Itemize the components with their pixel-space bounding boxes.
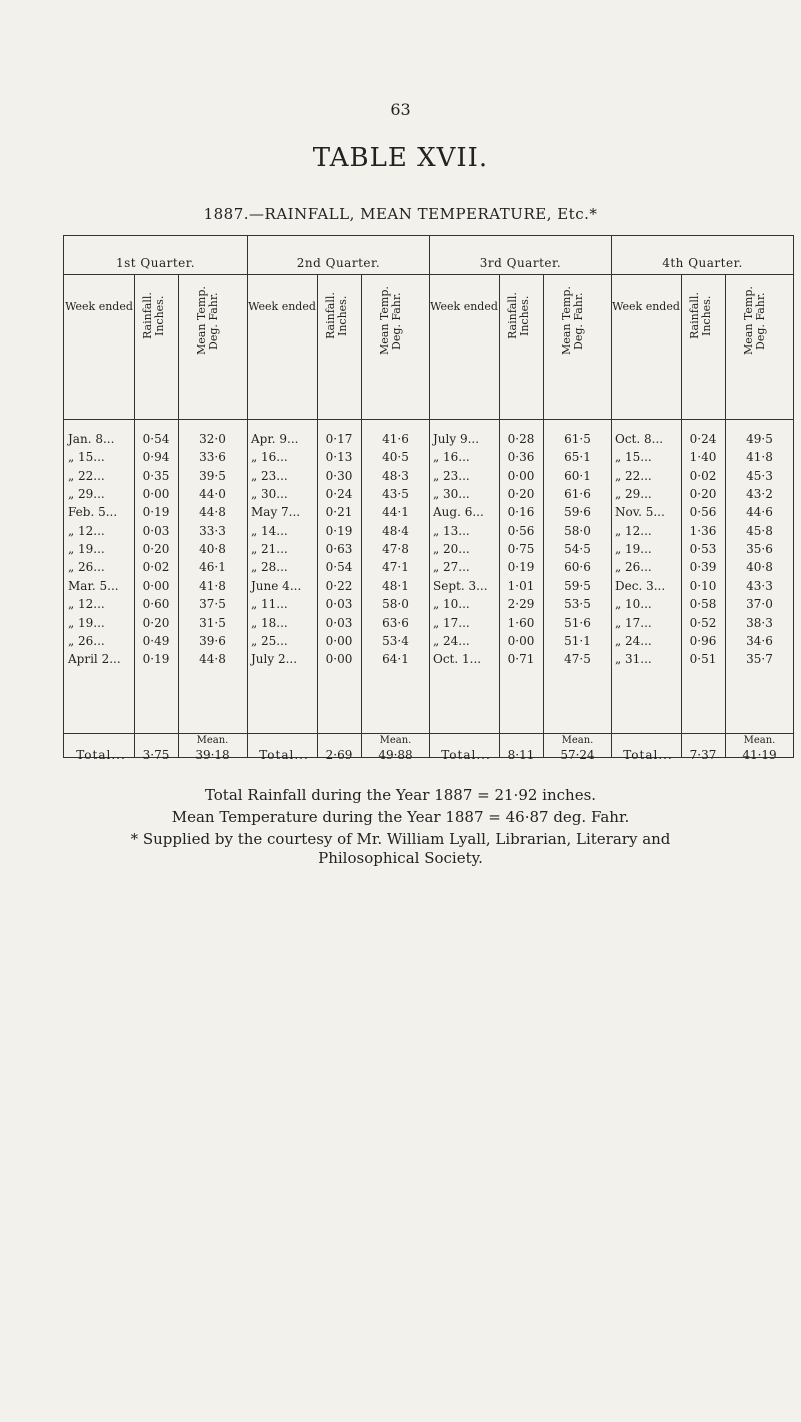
q4-rainfall-cell: 1·40 bbox=[689, 450, 717, 465]
q2-temp-cell: 58·0 bbox=[382, 597, 409, 612]
q2-temp-cell: 47·8 bbox=[382, 542, 409, 557]
q3-temp-cell: 59·6 bbox=[564, 505, 591, 520]
q1-week-cell: Feb. 5... bbox=[68, 505, 118, 520]
q2-boundary-line bbox=[247, 236, 248, 757]
q2-rainfall-cell: 0·63 bbox=[325, 542, 353, 557]
q4-week-cell: „ 17... bbox=[615, 615, 652, 630]
q1-rainfall-cell: 0·00 bbox=[142, 578, 170, 593]
q4-temp-cell: 40·8 bbox=[746, 560, 773, 575]
q4-temp-cell: 38·3 bbox=[746, 615, 773, 630]
q4-heading: 4th Quarter. bbox=[662, 256, 743, 270]
q3-temp-cell: 60·1 bbox=[564, 468, 591, 483]
q4-rainfall-cell: 0·10 bbox=[689, 578, 717, 593]
q2-week-cell: „ 23... bbox=[251, 468, 288, 483]
q2-temp-cell: 48·1 bbox=[382, 578, 409, 593]
q3-boundary-line bbox=[429, 236, 430, 757]
q1-rainfall-cell: 0·35 bbox=[142, 468, 170, 483]
q3-total-label: Total... bbox=[441, 748, 491, 762]
q4-week-cell: Oct. 8... bbox=[615, 432, 664, 446]
q2-temp-cell: 44·1 bbox=[382, 505, 409, 520]
q3-week-cell: Oct. 1... bbox=[433, 652, 482, 667]
q1-total-rainfall: 3·75 bbox=[142, 748, 170, 762]
q2-rainfall-cell: 0·03 bbox=[325, 615, 353, 630]
q2-total-rainfall: 2·69 bbox=[325, 748, 353, 762]
q4-week-cell: Dec. 3... bbox=[615, 578, 666, 593]
page-number: 63 bbox=[390, 100, 411, 119]
q4-temp-cell: 41·8 bbox=[746, 450, 773, 465]
q2-mean-temp: 49·88 bbox=[378, 748, 413, 762]
q3-temp-cell: 65·1 bbox=[564, 450, 591, 465]
q2-temp-cell: 47·1 bbox=[382, 560, 409, 575]
table-title: TABLE XVII. bbox=[312, 143, 489, 173]
q4-temp-cell: 45·3 bbox=[746, 468, 773, 483]
q2-rainfall-cell: 0·00 bbox=[325, 652, 353, 667]
q1-rainfall-cell: 0·49 bbox=[142, 633, 170, 648]
q3-week-cell: „ 24... bbox=[433, 633, 470, 648]
q1-rainfall-cell: 0·20 bbox=[142, 542, 170, 557]
q4-week-cell: „ 10... bbox=[615, 597, 652, 612]
q3-temp-cell: 58·0 bbox=[564, 523, 591, 538]
q2-week-cell: „ 30... bbox=[251, 487, 288, 502]
q4-week-cell: „ 19... bbox=[615, 542, 652, 557]
q4-rainfall-cell: 0·53 bbox=[689, 542, 717, 557]
q4-temp-cell: 34·6 bbox=[746, 633, 773, 648]
q1-week-cell: Jan. 8... bbox=[68, 432, 115, 446]
q1-rainfall-cell: 0·54 bbox=[142, 432, 170, 446]
q4-mean-temp: 41·19 bbox=[742, 748, 777, 762]
q1-week-cell: „ 15... bbox=[68, 450, 105, 465]
q4-rainfall-cell: 0·52 bbox=[689, 615, 717, 630]
q3-temp-cell: 53·5 bbox=[564, 597, 591, 612]
q1-temp-cell: 39·6 bbox=[199, 633, 226, 648]
q1-temp-cell: 33·3 bbox=[199, 523, 226, 538]
q2-total-label: Total... bbox=[259, 748, 309, 762]
q3-rainfall-cell: 0·19 bbox=[507, 560, 535, 575]
q3-rainfall-header: Rainfall. Inches. bbox=[506, 292, 531, 340]
q3-temp-cell: 61·6 bbox=[564, 487, 591, 502]
q1-rainfall-cell: 0·19 bbox=[142, 505, 170, 520]
q3-temp-cell: 61·5 bbox=[564, 432, 591, 446]
q4-rainfall-cell: 0·24 bbox=[689, 432, 717, 446]
q1-mean-label: Mean. bbox=[196, 735, 229, 746]
q2-mean-temp-header: Mean Temp. Deg. Fahr. bbox=[378, 286, 403, 356]
q1-rainfall-header: Rainfall. Inches. bbox=[141, 292, 166, 340]
q4-temp-cell: 44·6 bbox=[746, 505, 773, 520]
table-subtitle: 1887.—RAINFALL, MEAN TEMPERATURE, Etc.* bbox=[203, 205, 598, 223]
q1-temp-cell: 39·5 bbox=[199, 468, 226, 483]
q4-week-cell: „ 29... bbox=[615, 487, 652, 502]
q3-mean-temp-header: Mean Temp. Deg. Fahr. bbox=[560, 286, 585, 356]
q3-temp-cell: 51·1 bbox=[564, 633, 591, 648]
q1-week-cell: „ 22... bbox=[68, 468, 105, 483]
total-rainfall-line: Total Rainfall during the Year 1887 = 21·92 inches. bbox=[204, 786, 597, 804]
footnote-line-2: Philosophical Society. bbox=[318, 849, 483, 867]
q3-week-cell: „ 30... bbox=[433, 487, 470, 502]
q4-week-cell: „ 31... bbox=[615, 652, 652, 667]
q1-week-cell: „ 19... bbox=[68, 615, 105, 630]
footnote-line-1: * Supplied by the courtesy of Mr. William Lyall, Librarian, Literary and bbox=[130, 830, 671, 848]
q2-week-cell: „ 11... bbox=[251, 597, 288, 612]
q2-week-cell: „ 25... bbox=[251, 633, 288, 648]
q3-week-cell: Sept. 3... bbox=[433, 578, 488, 593]
q1-week-cell: „ 12... bbox=[68, 523, 105, 538]
q4-rainfall-header: Rainfall. Inches. bbox=[688, 292, 713, 340]
q4-rainfall-cell: 1·36 bbox=[689, 523, 717, 538]
q4-temp-cell: 43·2 bbox=[746, 487, 773, 502]
q1-week-cell: „ 12... bbox=[68, 597, 105, 612]
q3-mean-temp: 57·24 bbox=[560, 748, 595, 762]
q3-temp-cell: 47·5 bbox=[564, 652, 591, 667]
q2-rainfall-cell: 0·22 bbox=[325, 578, 353, 593]
q1-temp-cell: 37·5 bbox=[199, 597, 226, 612]
q2-week-cell: May 7... bbox=[251, 505, 301, 520]
q3-week-cell: „ 13... bbox=[433, 523, 470, 538]
q4-week-cell: „ 26... bbox=[615, 560, 652, 575]
q3-rainfall-cell: 2·29 bbox=[507, 597, 535, 612]
q1-week-cell: „ 26... bbox=[68, 560, 105, 575]
q3-rainfall-cell: 1·60 bbox=[507, 615, 535, 630]
q1-rainfall-cell: 0·02 bbox=[142, 560, 170, 575]
q1-temp-cell: 33·6 bbox=[199, 450, 226, 465]
q3-week-cell: „ 23... bbox=[433, 468, 470, 483]
q2-rainfall-cell: 0·21 bbox=[325, 505, 353, 520]
q4-temp-cell: 49·5 bbox=[746, 432, 773, 446]
q4-week-cell: Nov. 5... bbox=[615, 505, 665, 520]
q3-rainfall-cell: 0·00 bbox=[507, 468, 535, 483]
q2-week-cell: „ 14... bbox=[251, 523, 288, 538]
q1-total-label: Total... bbox=[76, 748, 126, 762]
q2-heading: 2nd Quarter. bbox=[296, 256, 381, 270]
q2-rainfall-cell: 0·17 bbox=[325, 432, 353, 446]
q1-week-cell: April 2... bbox=[68, 652, 121, 667]
q1-week-cell: „ 29... bbox=[68, 487, 105, 502]
q2-week-cell: „ 16... bbox=[251, 450, 288, 465]
q1-rainfall-cell: 0·19 bbox=[142, 652, 170, 667]
q2-rainfall-cell: 0·00 bbox=[325, 633, 353, 648]
q3-rainfall-cell: 1·01 bbox=[507, 578, 535, 593]
q1-week-cell: „ 26... bbox=[68, 633, 105, 648]
q4-temp-cell: 35·7 bbox=[746, 652, 773, 667]
q1-temp-cell: 40·8 bbox=[199, 542, 226, 557]
q3-week-cell: „ 10... bbox=[433, 597, 470, 612]
q1-rainfall-cell: 0·03 bbox=[142, 523, 170, 538]
q3-total-rainfall: 8·11 bbox=[507, 748, 535, 762]
q1-mean-temp-header: Mean Temp. Deg. Fahr. bbox=[195, 286, 220, 356]
q4-rainfall-cell: 0·20 bbox=[689, 487, 717, 502]
q2-rainfall-cell: 0·24 bbox=[325, 487, 353, 502]
q1-temp-cell: 41·8 bbox=[199, 578, 226, 593]
q3-temp-cell: 59·5 bbox=[564, 578, 591, 593]
q1-rainfall-cell: 0·60 bbox=[142, 597, 170, 612]
q4-temp-cell: 45·8 bbox=[746, 523, 773, 538]
q3-heading: 3rd Quarter. bbox=[479, 256, 562, 270]
q1-week-ended-header: Week ended bbox=[65, 300, 133, 313]
q4-rainfall-cell: 0·02 bbox=[689, 468, 717, 483]
q2-week-cell: July 2... bbox=[251, 652, 298, 667]
q3-week-cell: „ 27... bbox=[433, 560, 470, 575]
q1-temp-cell: 32·0 bbox=[199, 432, 226, 446]
q3-week-cell: „ 20... bbox=[433, 542, 470, 557]
q2-temp-cell: 63·6 bbox=[382, 615, 409, 630]
q1-temp-cell: 46·1 bbox=[199, 560, 226, 575]
q1-temp-cell: 31·5 bbox=[199, 615, 226, 630]
q4-total-label: Total... bbox=[623, 748, 673, 762]
q4-week-ended-header: Week ended bbox=[612, 300, 680, 313]
q2-temp-cell: 64·1 bbox=[382, 652, 409, 667]
q1-rainfall-cell: 0·00 bbox=[142, 487, 170, 502]
q4-rainfall-cell: 0·51 bbox=[689, 652, 717, 667]
mean-temperature-line: Mean Temperature during the Year 1887 = 46·87 deg. Fahr. bbox=[171, 808, 630, 826]
q2-week-cell: „ 21... bbox=[251, 542, 288, 557]
q2-week-cell: Apr. 9... bbox=[251, 432, 299, 446]
q3-week-cell: „ 17... bbox=[433, 615, 470, 630]
q1-mean-temp: 39·18 bbox=[195, 748, 230, 762]
q2-temp-cell: 48·4 bbox=[382, 523, 409, 538]
q1-temp-cell: 44·8 bbox=[199, 505, 226, 520]
q4-total-rainfall: 7·37 bbox=[689, 748, 717, 762]
q3-temp-cell: 60·6 bbox=[564, 560, 591, 575]
rainfall-temperature-table bbox=[63, 235, 794, 762]
q4-temp-cell: 43·3 bbox=[746, 578, 773, 593]
q4-mean-label: Mean. bbox=[743, 735, 776, 746]
q3-rainfall-cell: 0·00 bbox=[507, 633, 535, 648]
q2-rainfall-cell: 0·13 bbox=[325, 450, 353, 465]
q4-rainfall-cell: 0·58 bbox=[689, 597, 717, 612]
q3-week-cell: July 9... bbox=[433, 432, 480, 446]
q3-temp-cell: 51·6 bbox=[564, 615, 591, 630]
q3-week-cell: „ 16... bbox=[433, 450, 470, 465]
q2-week-cell: June 4... bbox=[251, 578, 302, 593]
q2-rainfall-cell: 0·19 bbox=[325, 523, 353, 538]
q2-temp-cell: 48·3 bbox=[382, 468, 409, 483]
q2-rainfall-cell: 0·54 bbox=[325, 560, 353, 575]
q2-temp-cell: 53·4 bbox=[382, 633, 409, 648]
q3-rainfall-cell: 0·16 bbox=[507, 505, 535, 520]
q1-temp-cell: 44·0 bbox=[199, 487, 226, 502]
q1-heading: 1st Quarter. bbox=[115, 256, 196, 270]
q4-temp-cell: 37·0 bbox=[746, 597, 773, 612]
q3-rainfall-cell: 0·56 bbox=[507, 523, 535, 538]
q2-week-cell: „ 28... bbox=[251, 560, 288, 575]
q3-temp-cell: 54·5 bbox=[564, 542, 591, 557]
q3-rainfall-cell: 0·71 bbox=[507, 652, 535, 667]
q3-week-ended-header: Week ended bbox=[430, 300, 498, 313]
q4-rainfall-cell: 0·96 bbox=[689, 633, 717, 648]
q2-rainfall-header: Rainfall. Inches. bbox=[324, 292, 349, 340]
q2-week-cell: „ 18... bbox=[251, 615, 288, 630]
q1-rainfall-cell: 0·94 bbox=[142, 450, 170, 465]
q4-week-cell: „ 15... bbox=[615, 450, 652, 465]
q4-mean-temp-header: Mean Temp. Deg. Fahr. bbox=[742, 286, 767, 356]
q3-mean-label: Mean. bbox=[561, 735, 594, 746]
q3-week-cell: Aug. 6... bbox=[433, 505, 484, 520]
q3-rainfall-cell: 0·75 bbox=[507, 542, 535, 557]
q4-week-cell: „ 12... bbox=[615, 523, 652, 538]
q4-rainfall-cell: 0·56 bbox=[689, 505, 717, 520]
q3-rainfall-cell: 0·20 bbox=[507, 487, 535, 502]
q2-temp-cell: 40·5 bbox=[382, 450, 409, 465]
q2-temp-cell: 43·5 bbox=[382, 487, 409, 502]
q4-temp-cell: 35·6 bbox=[746, 542, 773, 557]
q2-rainfall-cell: 0·30 bbox=[325, 468, 353, 483]
q1-temp-cell: 44·8 bbox=[199, 652, 226, 667]
q4-boundary-line bbox=[611, 236, 612, 757]
q3-rainfall-cell: 0·28 bbox=[507, 432, 535, 446]
q4-week-cell: „ 22... bbox=[615, 468, 652, 483]
q1-week-cell: Mar. 5... bbox=[68, 578, 119, 593]
q1-week-cell: „ 19... bbox=[68, 542, 105, 557]
q2-week-ended-header: Week ended bbox=[248, 300, 316, 313]
q4-week-cell: „ 24... bbox=[615, 633, 652, 648]
q2-mean-label: Mean. bbox=[379, 735, 412, 746]
q2-rainfall-cell: 0·03 bbox=[325, 597, 353, 612]
q1-rainfall-cell: 0·20 bbox=[142, 615, 170, 630]
q2-temp-cell: 41·6 bbox=[382, 432, 409, 446]
q4-rainfall-cell: 0·39 bbox=[689, 560, 717, 575]
q3-rainfall-cell: 0·36 bbox=[507, 450, 535, 465]
